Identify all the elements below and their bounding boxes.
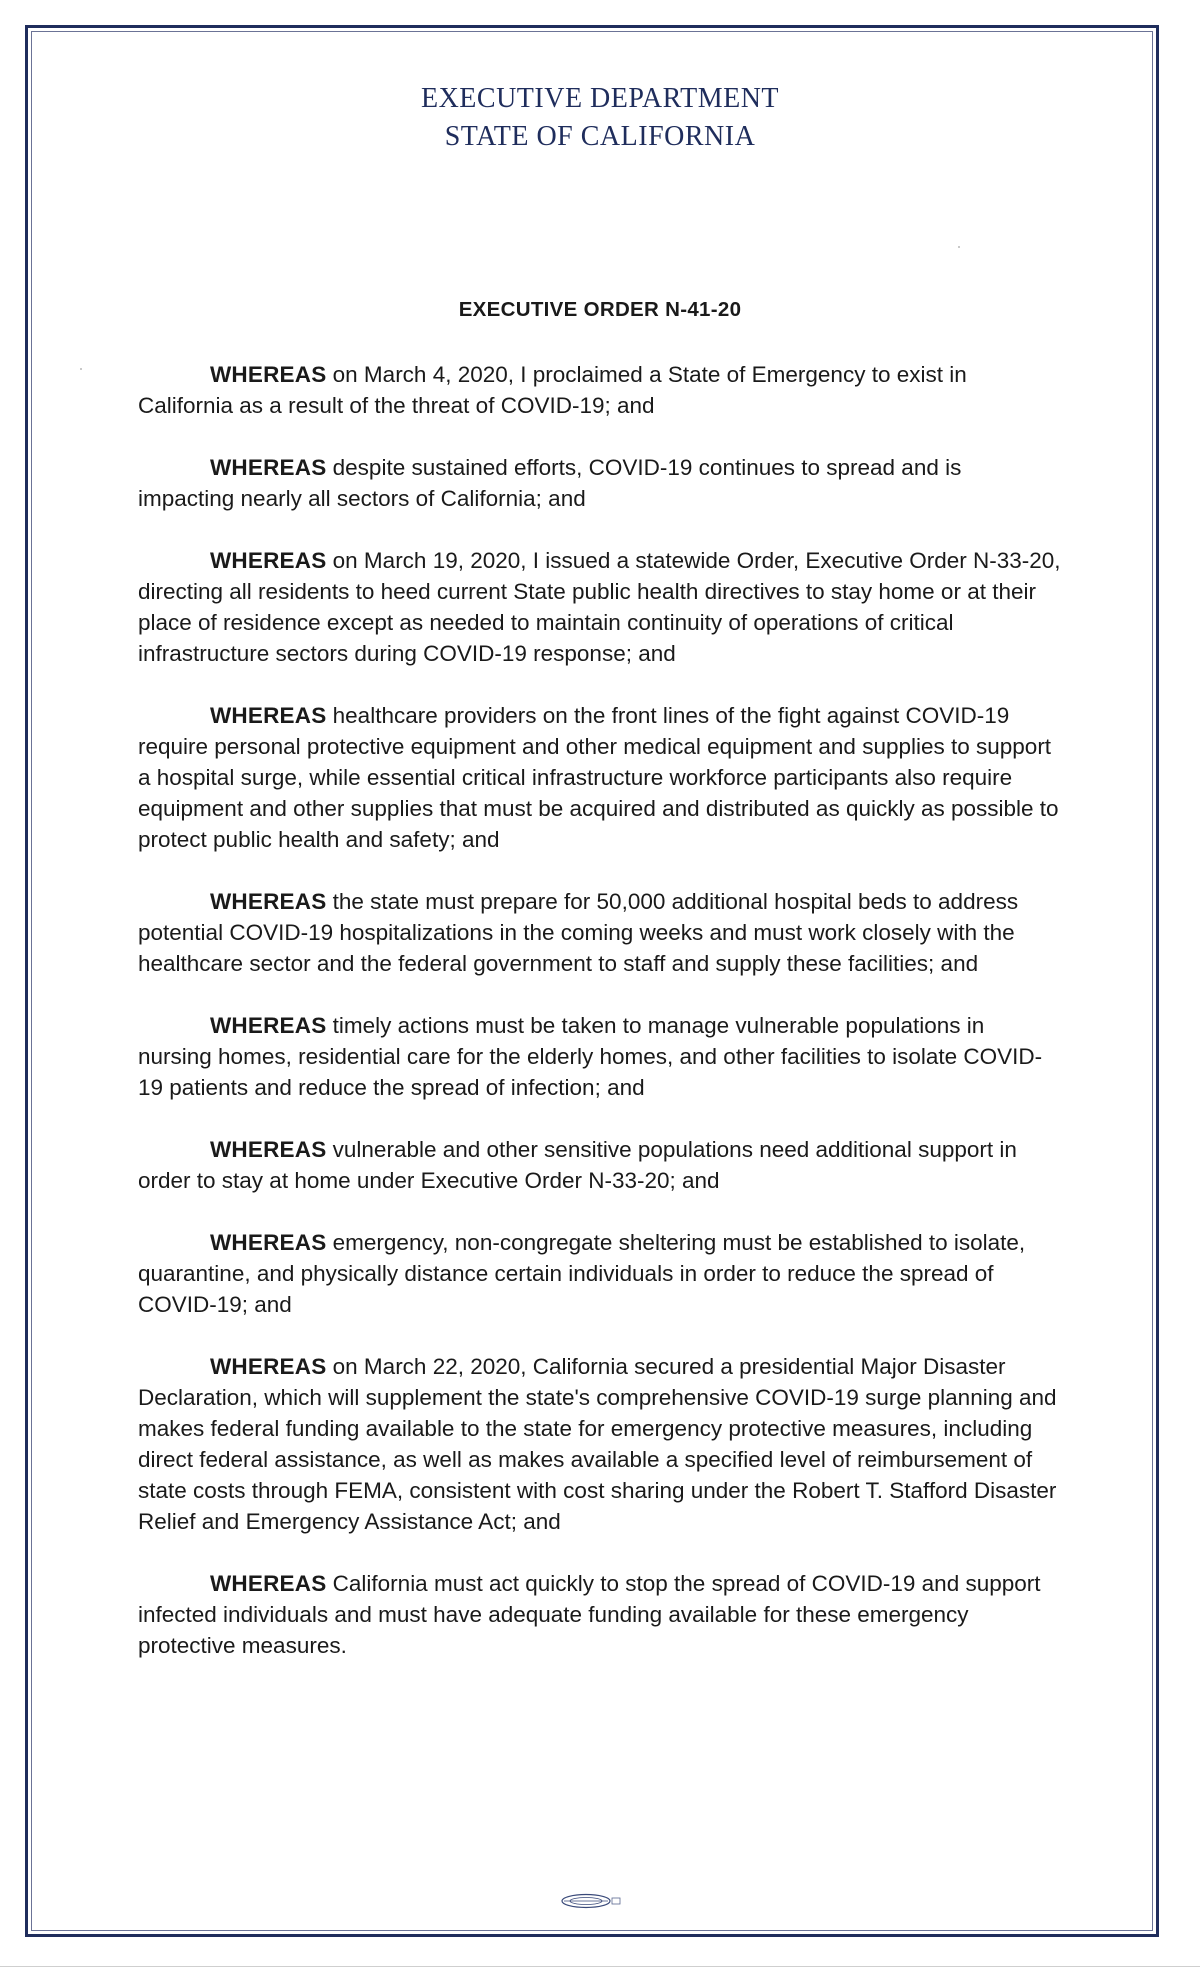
whereas-keyword: WHEREAS xyxy=(210,1571,327,1596)
document-header xyxy=(0,80,1200,156)
department-title: EXECUTIVE DEPARTMENT xyxy=(420,83,780,114)
paragraph-text: the state must prepare for 50,000 additional hospital beds to address potential COVID-19 hospitalizations in the coming weeks and must work closely with the healthcare sector and the federal government to staff and supply these facilities; and xyxy=(138,889,1019,976)
whereas-keyword: WHEREAS xyxy=(210,455,327,480)
paragraph-text: vulnerable and other sensitive populations need additional support in order to stay at home under Executive Order N-33-20; and xyxy=(138,1137,1017,1193)
paragraph-text: despite sustained efforts, COVID-19 continues to spread and is impacting nearly all sectors of California; and xyxy=(138,455,962,511)
whereas-keyword: WHEREAS xyxy=(210,1013,327,1038)
whereas-paragraph xyxy=(138,545,1063,669)
whereas-keyword: WHEREAS xyxy=(210,703,327,728)
state-title: STATE OF CALIFORNIA xyxy=(444,121,756,152)
whereas-keyword: WHEREAS xyxy=(210,889,327,914)
whereas-paragraph xyxy=(138,1227,1063,1320)
paragraph-text: on March 22, 2020, California secured a presidential Major Disaster Declaration, which will supplement the state's comprehensive COVID-19 surge planning and makes federal funding available to the state for emergency protective measures, including direct federal assistance, as well as makes available a specified level of reimbursement of state costs through FEMA, consistent with cost sharing under the Robert T. Stafford Disaster Relief and Emergency Assistance Act; and xyxy=(138,1354,1057,1534)
whereas-keyword: WHEREAS xyxy=(210,1230,327,1255)
whereas-paragraph xyxy=(138,886,1063,979)
whereas-keyword: WHEREAS xyxy=(210,1354,327,1379)
whereas-keyword: WHEREAS xyxy=(210,1137,327,1162)
paragraph-text: timely actions must be taken to manage vulnerable populations in nursing homes, residential care for the elderly homes, and other facilities to isolate COVID-19 patients and reduce the spread of infection; and xyxy=(138,1013,1043,1100)
whereas-keyword: WHEREAS xyxy=(210,362,327,387)
whereas-keyword: WHEREAS xyxy=(210,548,327,573)
scan-edge xyxy=(0,1966,1200,1967)
paragraph-text: emergency, non-congregate sheltering must be established to isolate, quarantine, and physically distance certain individuals in order to reduce the spread of COVID-19; and xyxy=(138,1230,1026,1317)
whereas-paragraph xyxy=(138,1134,1063,1196)
whereas-paragraph xyxy=(138,1010,1063,1103)
union-label-icon xyxy=(556,1892,626,1910)
whereas-paragraph xyxy=(138,1568,1063,1661)
scan-speck xyxy=(958,246,960,248)
whereas-paragraph xyxy=(138,452,1063,514)
paragraph-text: on March 4, 2020, I proclaimed a State of Emergency to exist in California as a result of the threat of COVID-19; and xyxy=(138,362,967,418)
whereas-paragraph xyxy=(138,700,1063,855)
whereas-paragraph xyxy=(138,359,1063,421)
order-body xyxy=(138,359,1063,1692)
scan-speck xyxy=(80,368,82,370)
paragraph-text: California must act quickly to stop the spread of COVID-19 and support infected individuals and must have adequate funding available for these emergency protective measures. xyxy=(138,1571,1041,1658)
whereas-paragraph xyxy=(138,1351,1063,1537)
paragraph-text: on March 19, 2020, I issued a statewide Order, Executive Order N-33-20, directing all residents to heed current State public health directives to stay home or at their place of residence except as needed to maintain continuity of operations of critical infrastructure sectors during COVID-19 response; and xyxy=(138,548,1061,666)
paragraph-text: healthcare providers on the front lines of the fight against COVID-19 require personal protective equipment and other medical equipment and supplies to support a hospital surge, while essential critical infrastructure workforce participants also require equipment and other supplies that must be acquired and distributed as quickly as possible to protect public health and safety; and xyxy=(138,703,1059,852)
order-title: EXECUTIVE ORDER N-41-20 xyxy=(458,298,742,321)
